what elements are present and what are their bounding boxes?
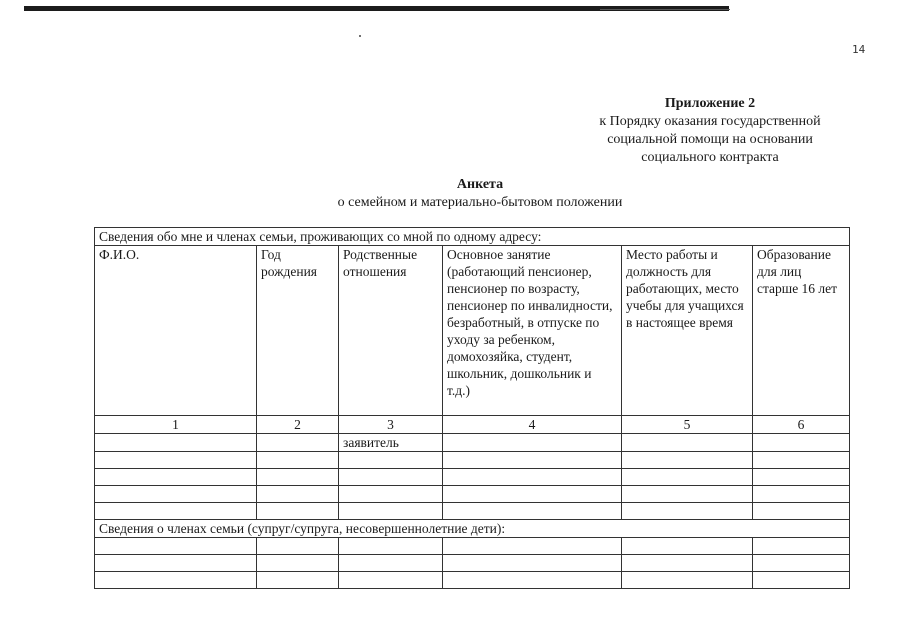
appendix-title: Приложение 2	[664, 96, 756, 111]
column-header-relation: Родственные отношения	[339, 246, 443, 416]
relation-cell[interactable]	[339, 555, 443, 572]
appendix-line-2: социальной помощи на основании	[607, 132, 813, 147]
birth-year-cell[interactable]	[257, 434, 339, 452]
birth-year-cell[interactable]	[257, 503, 339, 520]
workplace-cell[interactable]	[622, 503, 753, 520]
form-title-block	[280, 176, 680, 212]
occupation-cell[interactable]	[443, 486, 622, 503]
relation-cell[interactable]	[339, 572, 443, 589]
education-cell[interactable]	[753, 555, 850, 572]
fio-cell[interactable]	[95, 452, 257, 469]
fio-cell[interactable]	[95, 572, 257, 589]
section-1-label: Сведения обо мне и членах семьи, проживающих со мной по одному адресу:	[95, 228, 850, 246]
occupation-cell[interactable]	[443, 572, 622, 589]
relation-cell[interactable]	[339, 469, 443, 486]
education-cell[interactable]	[753, 434, 850, 452]
relation-cell[interactable]	[339, 486, 443, 503]
table-row	[95, 452, 850, 469]
table-row	[95, 503, 850, 520]
family-info-table	[94, 227, 850, 589]
education-cell[interactable]	[753, 469, 850, 486]
column-header-birth-year: Год рождения	[257, 246, 339, 416]
column-number-row	[95, 416, 850, 434]
appendix-header	[560, 95, 860, 167]
occupation-cell[interactable]	[443, 452, 622, 469]
education-cell[interactable]	[753, 452, 850, 469]
birth-year-cell[interactable]	[257, 555, 339, 572]
workplace-cell[interactable]	[622, 572, 753, 589]
relation-cell: заявитель	[339, 434, 443, 452]
applicant-row	[95, 434, 850, 452]
scan-speck	[359, 35, 361, 37]
fio-cell[interactable]	[95, 434, 257, 452]
column-number: 1	[95, 416, 257, 434]
relation-cell[interactable]	[339, 538, 443, 555]
table-row	[95, 538, 850, 555]
scan-top-edge-line	[600, 9, 730, 10]
workplace-cell[interactable]	[622, 555, 753, 572]
workplace-cell[interactable]	[622, 452, 753, 469]
column-number: 5	[622, 416, 753, 434]
birth-year-cell[interactable]	[257, 538, 339, 555]
fio-cell[interactable]	[95, 486, 257, 503]
table-row	[95, 486, 850, 503]
fio-cell[interactable]	[95, 469, 257, 486]
column-header-fio: Ф.И.О.	[95, 246, 257, 416]
column-number: 2	[257, 416, 339, 434]
table-row	[95, 469, 850, 486]
section-2-row	[95, 520, 850, 538]
workplace-cell[interactable]	[622, 486, 753, 503]
occupation-cell[interactable]	[443, 503, 622, 520]
education-cell[interactable]	[753, 538, 850, 555]
column-number: 4	[443, 416, 622, 434]
column-number: 3	[339, 416, 443, 434]
education-cell[interactable]	[753, 572, 850, 589]
occupation-cell[interactable]	[443, 555, 622, 572]
relation-cell[interactable]	[339, 452, 443, 469]
occupation-cell[interactable]	[443, 434, 622, 452]
workplace-cell[interactable]	[622, 434, 753, 452]
column-header-occupation: Основное занятие (работающий пенсионер, пенсионер по возрасту, пенсионер по инвалидности, безработный, в отпуске по уходу за ребенком, домохозяйка, студент, школьник, дошкольник и т.д.)	[443, 246, 622, 416]
appendix-line-3: социального контракта	[641, 150, 779, 165]
fio-cell[interactable]	[95, 538, 257, 555]
page-number: 14	[852, 43, 866, 56]
section-1-row	[95, 228, 850, 246]
birth-year-cell[interactable]	[257, 469, 339, 486]
form-title: Анкета	[456, 177, 504, 192]
birth-year-cell[interactable]	[257, 486, 339, 503]
birth-year-cell[interactable]	[257, 452, 339, 469]
column-header-row	[95, 246, 850, 416]
workplace-cell[interactable]	[622, 538, 753, 555]
fio-cell[interactable]	[95, 503, 257, 520]
occupation-cell[interactable]	[443, 538, 622, 555]
relation-cell[interactable]	[339, 503, 443, 520]
form-subtitle: о семейном и материально-бытовом положении	[337, 195, 623, 210]
education-cell[interactable]	[753, 486, 850, 503]
table-row	[95, 555, 850, 572]
education-cell[interactable]	[753, 503, 850, 520]
fio-cell[interactable]	[95, 555, 257, 572]
column-number: 6	[753, 416, 850, 434]
column-header-workplace: Место работы и должность для работающих, место учебы для учащихся в настоящее время	[622, 246, 753, 416]
table-row	[95, 572, 850, 589]
birth-year-cell[interactable]	[257, 572, 339, 589]
section-2-label: Сведения о членах семьи (супруг/супруга, несовершеннолетние дети):	[95, 520, 850, 538]
appendix-line-1: к Порядку оказания государственной	[599, 114, 821, 129]
workplace-cell[interactable]	[622, 469, 753, 486]
occupation-cell[interactable]	[443, 469, 622, 486]
column-header-education: Образование для лиц старше 16 лет	[753, 246, 850, 416]
